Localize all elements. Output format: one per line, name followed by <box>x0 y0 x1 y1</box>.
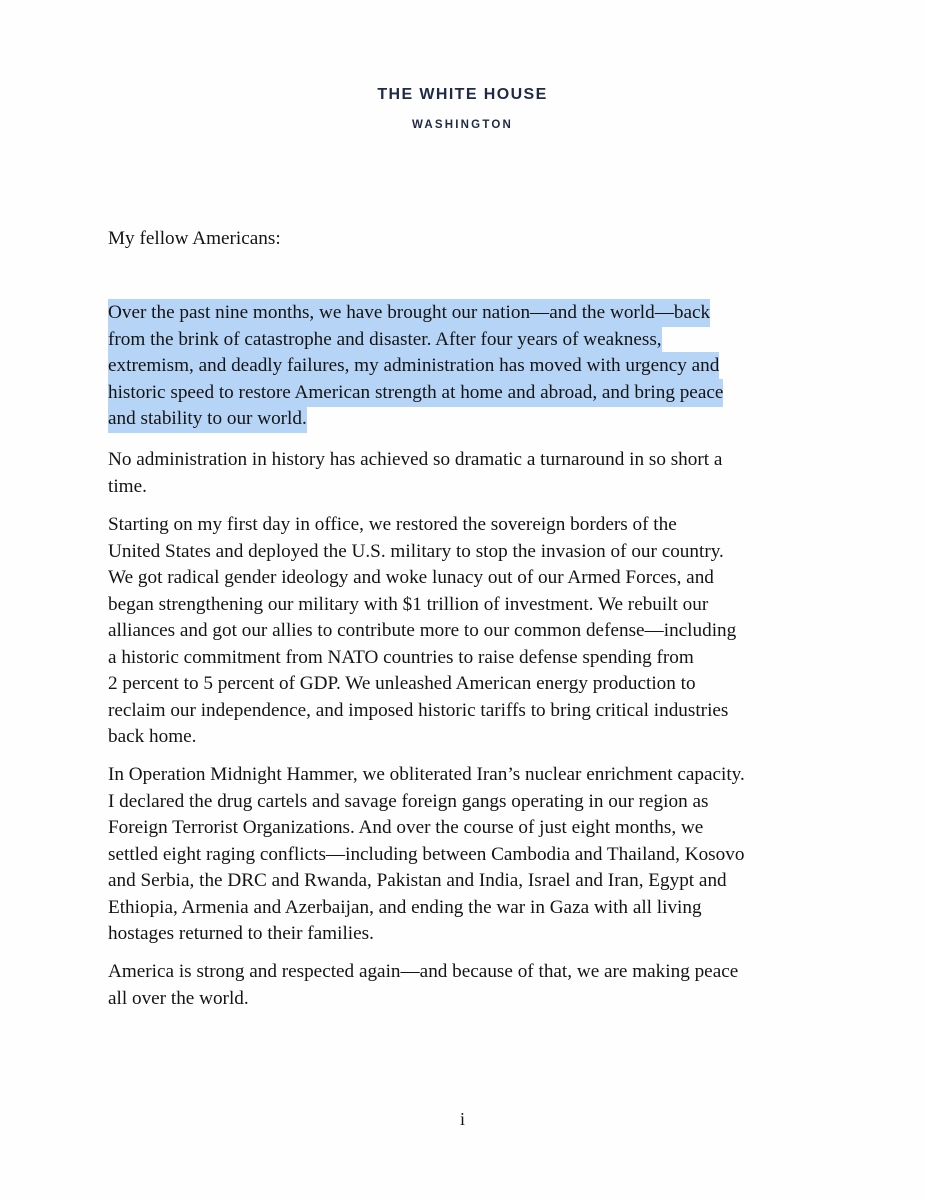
text-line: and Serbia, the DRC and Rwanda, Pakistan and India, Israel and Iran, Egypt and <box>108 870 727 891</box>
text-line: hostages returned to their families. <box>108 923 374 944</box>
text-line[interactable]: Over the past nine months, we have brought our nation—and the world—back <box>108 299 710 327</box>
text-line[interactable]: historic speed to restore American strength at home and abroad, and bring peace <box>108 379 723 407</box>
text-line: Ethiopia, Armenia and Azerbaijan, and ending the war in Gaza with all living <box>108 896 702 918</box>
text-line: No administration in history has achieved so dramatic a turnaround in so short a <box>108 449 723 470</box>
text-line: I declared the drug cartels and savage foreign gangs operating in our region as <box>108 790 709 812</box>
paragraph-5 <box>108 959 828 1012</box>
text-line: America is strong and respected again—and because of that, we are making peace <box>108 961 739 982</box>
text-line: time. <box>108 475 147 497</box>
text-line: alliances and got our allies to contribute more to our common defense—including <box>108 620 737 641</box>
letterhead-subtitle: WASHINGTON <box>411 119 513 131</box>
paragraph-3 <box>108 512 828 751</box>
text-line: reclaim our independence, and imposed historic tariffs to bring critical industries <box>108 699 729 721</box>
text-line[interactable]: and stability to our world. <box>108 405 307 433</box>
text-line: began strengthening our military with $1 trillion of investment. We rebuilt our <box>108 593 709 615</box>
paragraph-2 <box>108 447 828 500</box>
text-line: Starting on my first day in office, we restored the sovereign borders of the <box>108 514 677 535</box>
text-line: We got radical gender ideology and woke lunacy out of our Armed Forces, and <box>108 567 714 588</box>
text-line: United States and deployed the U.S. military to stop the invasion of our country. <box>108 540 724 562</box>
text-line: settled eight raging conflicts—including between Cambodia and Thailand, Kosovo <box>108 843 745 865</box>
text-line: all over the world. <box>108 987 249 1009</box>
page-number: i <box>459 1109 465 1129</box>
text-line[interactable]: from the brink of catastrophe and disaster. After four years of weakness, <box>108 326 662 354</box>
text-line: Foreign Terrorist Organizations. And over the course of just eight months, we <box>108 817 704 838</box>
paragraph-1-highlighted[interactable] <box>108 300 828 433</box>
text-line: In Operation Midnight Hammer, we obliterated Iran’s nuclear enrichment capacity. <box>108 764 745 785</box>
text-line: back home. <box>108 726 197 747</box>
text-line[interactable]: extremism, and deadly failures, my administration has moved with urgency and <box>108 352 719 380</box>
letterhead-title: THE WHITE HOUSE <box>377 86 548 103</box>
text-line: 2 percent to 5 percent of GDP. We unleashed American energy production to <box>108 673 696 694</box>
paragraph-4 <box>108 762 828 948</box>
salutation: My fellow Americans: <box>108 228 281 249</box>
text-line: a historic commitment from NATO countries to raise defense spending from <box>108 646 694 668</box>
